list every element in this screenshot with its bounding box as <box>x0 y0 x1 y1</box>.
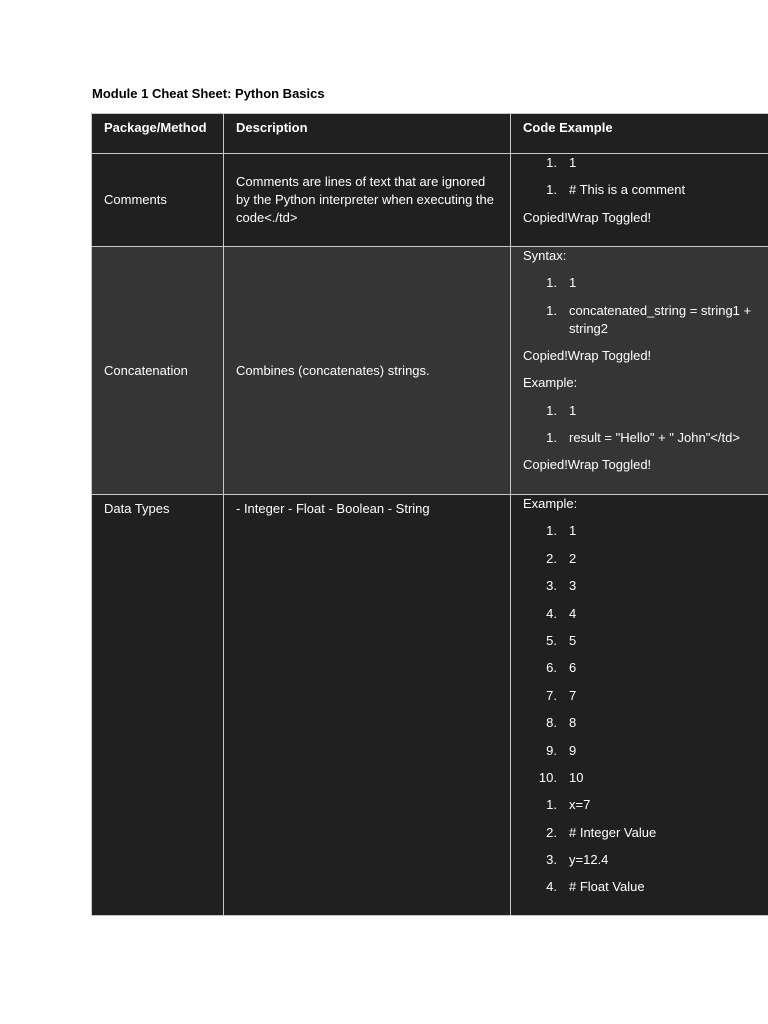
code-line <box>523 824 756 851</box>
code-line <box>523 522 756 549</box>
header-package-method: Package/Method <box>92 114 224 154</box>
code-line <box>523 742 756 769</box>
line-number: 1. <box>546 302 557 318</box>
table-row <box>92 495 768 916</box>
line-number: 4. <box>546 879 557 895</box>
code-example <box>511 154 768 247</box>
code-text: result = "Hello" + " John"</td> <box>569 429 740 445</box>
header-description: Description <box>224 114 511 154</box>
code-line <box>523 714 756 741</box>
table-row <box>92 154 768 247</box>
code-text: # This is a comment <box>569 182 686 198</box>
method-name: Data Types <box>92 495 224 916</box>
line-number: 1. <box>546 275 557 291</box>
code-example <box>511 247 768 495</box>
example-label: Example: <box>523 496 578 511</box>
header-code-example: Code Example <box>511 114 768 154</box>
line-number: 5. <box>546 632 557 648</box>
code-text: 1 <box>569 402 577 418</box>
line-number: 1. <box>546 429 557 445</box>
code-line <box>523 659 756 686</box>
line-number: 1. <box>546 797 557 813</box>
method-name: Comments <box>92 154 224 247</box>
code-text: 4 <box>569 605 577 621</box>
code-text: concatenated_string = string1 + string2 <box>569 302 752 336</box>
code-text: 1 <box>569 155 577 170</box>
method-description: Combines (concatenates) strings. <box>224 247 511 495</box>
code-text: 7 <box>569 687 577 703</box>
copy-wrap-status[interactable]: Copied!Wrap Toggled! <box>523 457 652 473</box>
code-text: # Integer Value <box>569 824 657 840</box>
line-number: 6. <box>546 660 557 676</box>
code-text: 5 <box>569 632 577 648</box>
code-line <box>523 429 756 456</box>
copy-wrap-status[interactable]: Copied!Wrap Toggled! <box>523 209 652 225</box>
cheat-sheet-table <box>91 113 768 916</box>
code-text: 8 <box>569 715 577 731</box>
line-number: 7. <box>546 687 557 703</box>
line-number: 3. <box>546 852 557 868</box>
copy-wrap-status[interactable]: Copied!Wrap Toggled! <box>523 347 652 363</box>
example-label: Example: <box>523 375 578 391</box>
code-line <box>523 302 756 347</box>
line-number: 2. <box>546 824 557 840</box>
code-text: 6 <box>569 660 577 676</box>
code-line <box>523 181 756 208</box>
method-name: Concatenation <box>92 247 224 495</box>
table-row <box>92 247 768 495</box>
code-text: 1 <box>569 523 577 539</box>
code-text: 9 <box>569 742 577 758</box>
code-text: y=12.4 <box>569 852 609 868</box>
line-number: 4. <box>546 605 557 621</box>
code-text: x=7 <box>569 797 591 813</box>
page-title: Module 1 Cheat Sheet: Python Basics <box>92 86 325 101</box>
code-line <box>523 402 756 429</box>
code-line <box>523 632 756 659</box>
code-line <box>523 154 756 181</box>
code-line <box>523 605 756 632</box>
line-number: 3. <box>546 578 557 594</box>
line-number: 10. <box>538 769 557 785</box>
table-header-row <box>92 114 768 154</box>
line-number: 1. <box>546 155 557 170</box>
code-text: 2 <box>569 550 577 566</box>
line-number: 9. <box>546 742 557 758</box>
code-line <box>523 274 756 301</box>
line-number: 1. <box>546 523 557 539</box>
code-line <box>523 687 756 714</box>
code-text: 10 <box>569 769 584 785</box>
method-description: Comments are lines of text that are ignored by the Python interpreter when executing the code<./td> <box>224 154 511 247</box>
code-line <box>523 769 756 796</box>
code-text: 3 <box>569 578 577 594</box>
line-number: 8. <box>546 715 557 731</box>
method-description: - Integer - Float - Boolean - String <box>224 495 511 916</box>
line-number: 1. <box>546 182 557 198</box>
code-line <box>523 550 756 577</box>
code-example <box>511 495 768 916</box>
line-number: 1. <box>546 402 557 418</box>
line-number: 2. <box>546 550 557 566</box>
code-text: 1 <box>569 275 577 291</box>
code-line <box>523 577 756 604</box>
code-line <box>523 851 756 878</box>
code-text: # Float Value <box>569 879 645 895</box>
syntax-label: Syntax: <box>523 248 567 263</box>
code-line <box>523 878 756 905</box>
code-line <box>523 796 756 823</box>
